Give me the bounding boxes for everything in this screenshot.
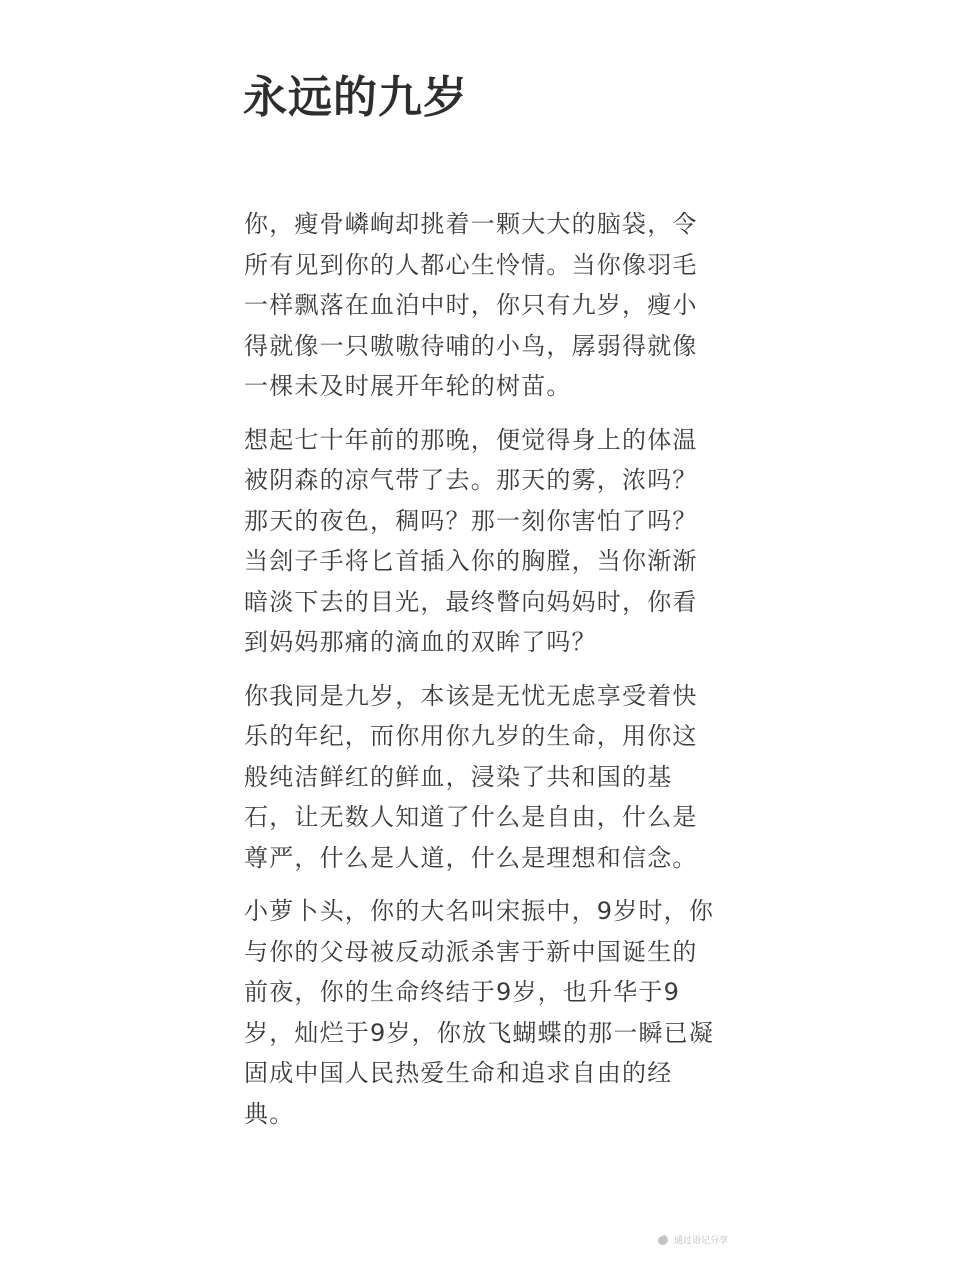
article-title: 永远的九岁 — [243, 72, 468, 123]
paragraph-3: 你我同是九岁，本该是无忧无虑享受着快乐的年纪，而你用你九岁的生命，用你这般纯洁鲜红的鲜血，浸染了共和国的基石，让无数人知道了什么是自由，什么是尊严，什么是人道，什么是理想和信念。 — [244, 681, 698, 872]
paragraph-1: 你，瘦骨嶙峋却挑着一颗大大的脑袋，令所有见到你的人都心生怜情。当你像羽毛一样飘落在血泊中时，你只有九岁，瘦小得就像一只嗷嗷待哺的小鸟，孱弱得就像一棵未及时展开年轮的树苗。 — [244, 210, 698, 400]
paragraph-4: 小萝卜头，你的大名叫宋振中，9岁时，你与你的父母被反动派杀害于新中国诞生的前夜，你的生命终结于9岁，也升华于9岁，灿烂于9岁，你放飞蝴蝶的那一瞬已凝固成中国人民热爱生命和追求自由的经典。 — [244, 897, 715, 1128]
app-logo-icon — [657, 1234, 669, 1246]
paragraph-2: 想起七十年前的那晚，便觉得身上的体温被阴森的凉气带了去。那天的雾，浓吗？那天的夜色，稠吗？那一刻你害怕了吗？当刽子手将匕首插入你的胸膛，当你渐渐暗淡下去的目光，最终瞥向妈妈时，你看到妈妈那痛的滴血的双眸了吗？ — [244, 425, 698, 656]
share-footer — [657, 1233, 728, 1246]
share-footer-text: 通过语记分享 — [674, 1236, 729, 1246]
article-body — [244, 204, 720, 1147]
